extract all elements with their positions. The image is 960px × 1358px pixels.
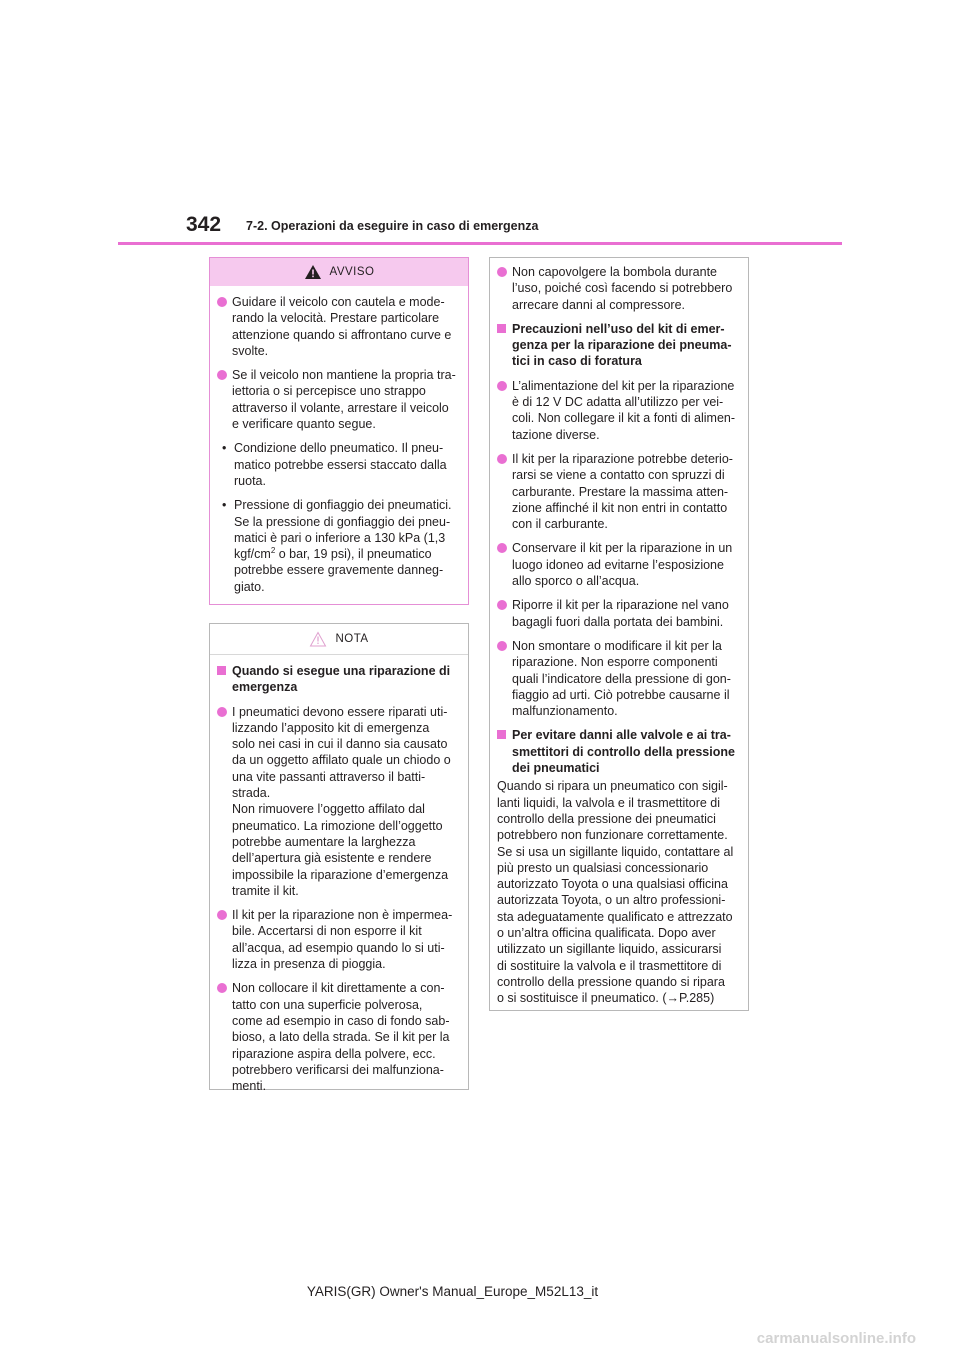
sub-list-item-text (234, 497, 452, 595)
sub-list-item-text-tail: o bar, 19 psi), il pneumatico potrebbe essere gravemente danneg- giato. (234, 547, 444, 594)
warning-box (209, 257, 469, 605)
list-item (496, 638, 740, 719)
section-heading-text: Per evitare danni alle valvole e ai tra- smettitori di controllo della pressione dei pneumatici (512, 728, 735, 776)
section-title: 7-2. Operazioni da eseguire in caso di emergenza (246, 219, 539, 233)
list-item-text: Non capovolgere la bombola durante l’uso, poiché così facendo si potrebbero arrecare danni al compressore. (512, 265, 733, 312)
square-bullet-icon (497, 730, 506, 739)
bullet-icon (217, 707, 227, 717)
square-bullet-icon (217, 666, 226, 675)
sub-list-item-text: Condizione dello pneumatico. Il pneu- matico potrebbe essersi staccato dalla ruota. (234, 441, 447, 488)
list-item-text: Il kit per la riparazione potrebbe deterio- rarsi se viene a contatto con spruzzi di carburante. Prestare la massima atten- zione affinché il kit non entri in contatto con il carburante. (512, 451, 733, 532)
paragraph-text: Quando si ripara un pneumatico con sigil- lanti liquidi, la valvola e il trasmettitore di controllo della pressione dei pneumatici potrebbero non funzionare correttamente. Se si usa un sigillante liquido, contattare al più presto un qualsiasi concessionario autorizzato Toyota o una qualsiasi officina autorizzata Toyota, o un altro professioni- sta adeguatamente qualificato e attrezzato o un’altra officina qualificata. Dopo aver utilizzato un sigillante liquido, assicurarsi di sostituire la valvola e il trasmettitore di controllo della pressione quando si ripara o si sostituisce il pneumatico. ( (497, 779, 734, 1006)
footer (0, 1284, 960, 1299)
list-item (496, 378, 740, 443)
list-item-text: I pneumatici devono essere riparati uti- lizzando l’apposito kit di emergenza solo nei casi in cui il danno sia causato da un oggetto affilato quale un chiodo o una vite passanti attraverso il batti- strada. Non rimuovere l’oggetto affilato dal pneumatico. La rimozione dell’oggetto potrebbe aumentare la larghezza dell’apertura già esistente e rendere impossibile la riparazione d’emergenza tramite il kit. (232, 704, 451, 898)
list-item-text: Non smontare o modificare il kit per la riparazione. Non esporre componenti quali l’indicatore della pressione di gon- fiaggio ad urti. Ciò potrebbe causarne il malfunzionamento. (512, 638, 731, 719)
list-item (496, 597, 740, 630)
warning-box-title: AVVISO (329, 266, 375, 278)
section-heading (496, 321, 740, 370)
list-item-text: L’alimentazione del kit per la riparazione è di 12 V DC adatta all’utilizzo per vei- coli. Non collegare il kit a fonti di alimen- tazione diverse. (512, 378, 736, 442)
paragraph (497, 778, 740, 1006)
warning-triangle-icon (304, 264, 322, 280)
sub-list-item (222, 497, 460, 595)
list-item-text: Non collocare il kit direttamente a con- tatto con una superficie polverosa, come ad esempio in caso di fondo sab- bioso, a lato della strada. Se il kit per la riparazione aspira della polvere, ecc. potrebbero verificarsi dei malfunziona- menti. (232, 981, 450, 1094)
sub-list-item (222, 440, 460, 489)
list-item (216, 367, 460, 432)
list-item (496, 451, 740, 532)
superscript: 2 (270, 546, 276, 555)
bullet-icon (497, 381, 507, 391)
list-item (496, 264, 740, 313)
page-header (0, 0, 960, 250)
bullet-icon (497, 454, 507, 464)
list-item-text: Conservare il kit per la riparazione in un luogo idoneo ad evitarne l’esposizione allo sporco o all’acqua. (512, 541, 733, 589)
list-item-text: Il kit per la riparazione non è impermea- bile. Accertarsi di non esporre il kit all’acqua, ad esempio quando lo si uti- lizza in presenza di pioggia. (232, 908, 453, 972)
bullet-icon (217, 297, 227, 307)
footer-text: YARIS(GR) Owner's Manual_Europe_M52L13_it (306, 1284, 599, 1299)
list-item (496, 540, 740, 589)
list-item (216, 294, 460, 359)
watermark: carmanualsonline.info (756, 1330, 916, 1347)
page-number: 342 (186, 213, 222, 236)
section-heading-text: Precauzioni nell’uso del kit di emer- genza per la riparazione dei pneuma- tici in caso di foratura (512, 321, 732, 369)
list-item-text: Guidare il veicolo con cautela e mode- rando la velocità. Prestare particolare attenzione quando si affrontano curve e svolte. (232, 295, 452, 358)
sub-list-item-text-part: Pressione di gonfiaggio dei pneumatici. Se la pressione di gonfiaggio dei pneu- matici è pari o inferiore a 130 kPa (1,3 kgf/cm (234, 498, 452, 562)
caution-triangle-icon (309, 631, 327, 647)
right-note-box (489, 257, 749, 1011)
list-item-text: Se il veicolo non mantiene la propria tra- iettoria o si percepisce uno strappo attraverso il volante, arrestare il veicolo e verificare quanto segue. (232, 368, 456, 432)
list-item (216, 980, 460, 1094)
list-item-text: Riporre il kit per la riparazione nel vano bagagli fuori dalla portata dei bambini. (512, 598, 729, 629)
bullet-icon (217, 370, 227, 380)
warning-box-header (210, 258, 468, 286)
section-heading (496, 727, 740, 776)
bullet-icon (217, 910, 227, 920)
page-reference-link[interactable]: P.285) (679, 991, 715, 1006)
arrow-right-icon: → (666, 991, 680, 1006)
list-item (216, 704, 460, 900)
bullet-icon (497, 641, 507, 651)
note-box (209, 623, 469, 1094)
sub-bullet-icon: • (222, 498, 227, 513)
section-heading (216, 663, 460, 696)
bullet-icon (497, 543, 507, 553)
sub-bullet-icon: • (222, 441, 227, 456)
bullet-icon (217, 983, 227, 993)
note-box-header (210, 624, 468, 655)
bullet-icon (497, 600, 507, 610)
section-heading-text: Quando si esegue una riparazione di emergenza (232, 664, 451, 695)
header-rule (118, 242, 842, 245)
list-item (216, 907, 460, 972)
bullet-icon (497, 267, 507, 277)
square-bullet-icon (497, 324, 506, 333)
note-box-title: NOTA (335, 633, 369, 645)
